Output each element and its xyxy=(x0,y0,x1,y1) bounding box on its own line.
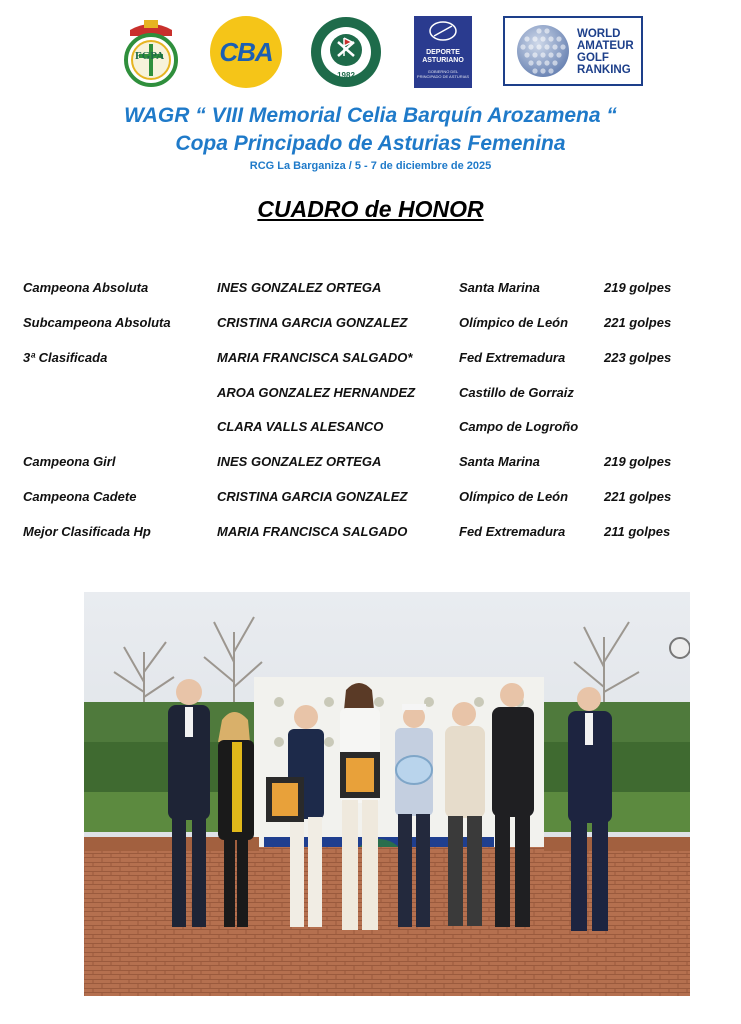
tournament-subtitle: Copa Principado de Asturias Femenina xyxy=(175,132,566,155)
result-category: Campeona Absoluta xyxy=(23,280,149,295)
result-category: Campeona Cadete xyxy=(23,489,137,504)
result-player: CRISTINA GARCIA GONZALEZ xyxy=(217,315,408,330)
crest-initials: FGPA xyxy=(135,50,165,62)
deporte-name: DEPORTE ASTURIANO xyxy=(422,49,464,64)
result-row xyxy=(0,454,741,476)
honor-roll-title: CUADRO de HONOR xyxy=(257,196,484,222)
award-ceremony-photo xyxy=(84,592,690,996)
result-row xyxy=(0,385,741,407)
wagr-line: WORLD xyxy=(577,28,621,40)
result-score: 221 golpes xyxy=(604,315,672,330)
result-score: 219 golpes xyxy=(604,454,672,469)
result-score: 223 golpes xyxy=(604,350,672,365)
result-score: 211 golpes xyxy=(604,524,671,539)
cba-logo xyxy=(210,16,282,88)
result-club: Santa Marina xyxy=(459,454,540,469)
result-category: 3ª Clasificada xyxy=(23,350,108,365)
result-row xyxy=(0,350,741,372)
wagr-wordmark xyxy=(577,28,634,76)
deporte-subtitle: GOBIERNO DEL PRINCIPADO DE ASTURIAS xyxy=(416,69,470,79)
cba-text: CBA xyxy=(219,36,273,67)
result-player: INES GONZALEZ ORTEGA xyxy=(217,280,382,295)
club-year: 1982 xyxy=(337,71,355,80)
golf-ball-icon xyxy=(513,21,573,81)
result-club: Fed Extremadura xyxy=(459,524,566,539)
result-row xyxy=(0,524,741,546)
wagr-line: GOLF xyxy=(577,52,609,64)
result-club: Olímpico de León xyxy=(459,489,569,504)
result-player: INES GONZALEZ ORTEGA xyxy=(217,454,382,469)
result-player: CLARA VALLS ALESANCO xyxy=(217,419,384,434)
wagr-line: AMATEUR xyxy=(577,40,634,52)
result-player: AROA GONZALEZ HERNANDEZ xyxy=(217,385,416,400)
result-category: Campeona Girl xyxy=(23,454,116,469)
result-club: Olímpico de León xyxy=(459,315,569,330)
result-club: Santa Marina xyxy=(459,280,540,295)
deporte-asturiano-logo xyxy=(414,16,472,88)
sponsor-logos xyxy=(0,0,741,100)
result-row xyxy=(0,489,741,511)
result-player: CRISTINA GARCIA GONZALEZ xyxy=(217,489,408,504)
result-club: Fed Extremadura xyxy=(459,350,566,365)
result-score: 221 golpes xyxy=(604,489,672,504)
result-player: MARIA FRANCISCA SALGADO* xyxy=(217,350,413,365)
wagr-line: RANKING xyxy=(577,64,631,76)
wagr-logo xyxy=(503,16,643,86)
result-score: 219 golpes xyxy=(604,280,672,295)
club-badge-logo xyxy=(310,16,382,88)
result-category: Mejor Clasificada Hp xyxy=(23,524,151,539)
result-club: Castillo de Gorraiz xyxy=(459,385,574,400)
result-row xyxy=(0,419,741,441)
tournament-title: WAGR “ VIII Memorial Celia Barquín Arozamena “ xyxy=(124,104,617,127)
federation-crest-logo xyxy=(120,16,182,88)
result-player: MARIA FRANCISCA SALGADO xyxy=(217,524,408,539)
result-row xyxy=(0,280,741,302)
result-category: Subcampeona Absoluta xyxy=(23,315,171,330)
result-club: Campo de Logroño xyxy=(459,419,579,434)
venue-dates: RCG La Barganiza / 5 - 7 de diciembre de 2025 xyxy=(249,160,492,172)
result-row xyxy=(0,315,741,337)
